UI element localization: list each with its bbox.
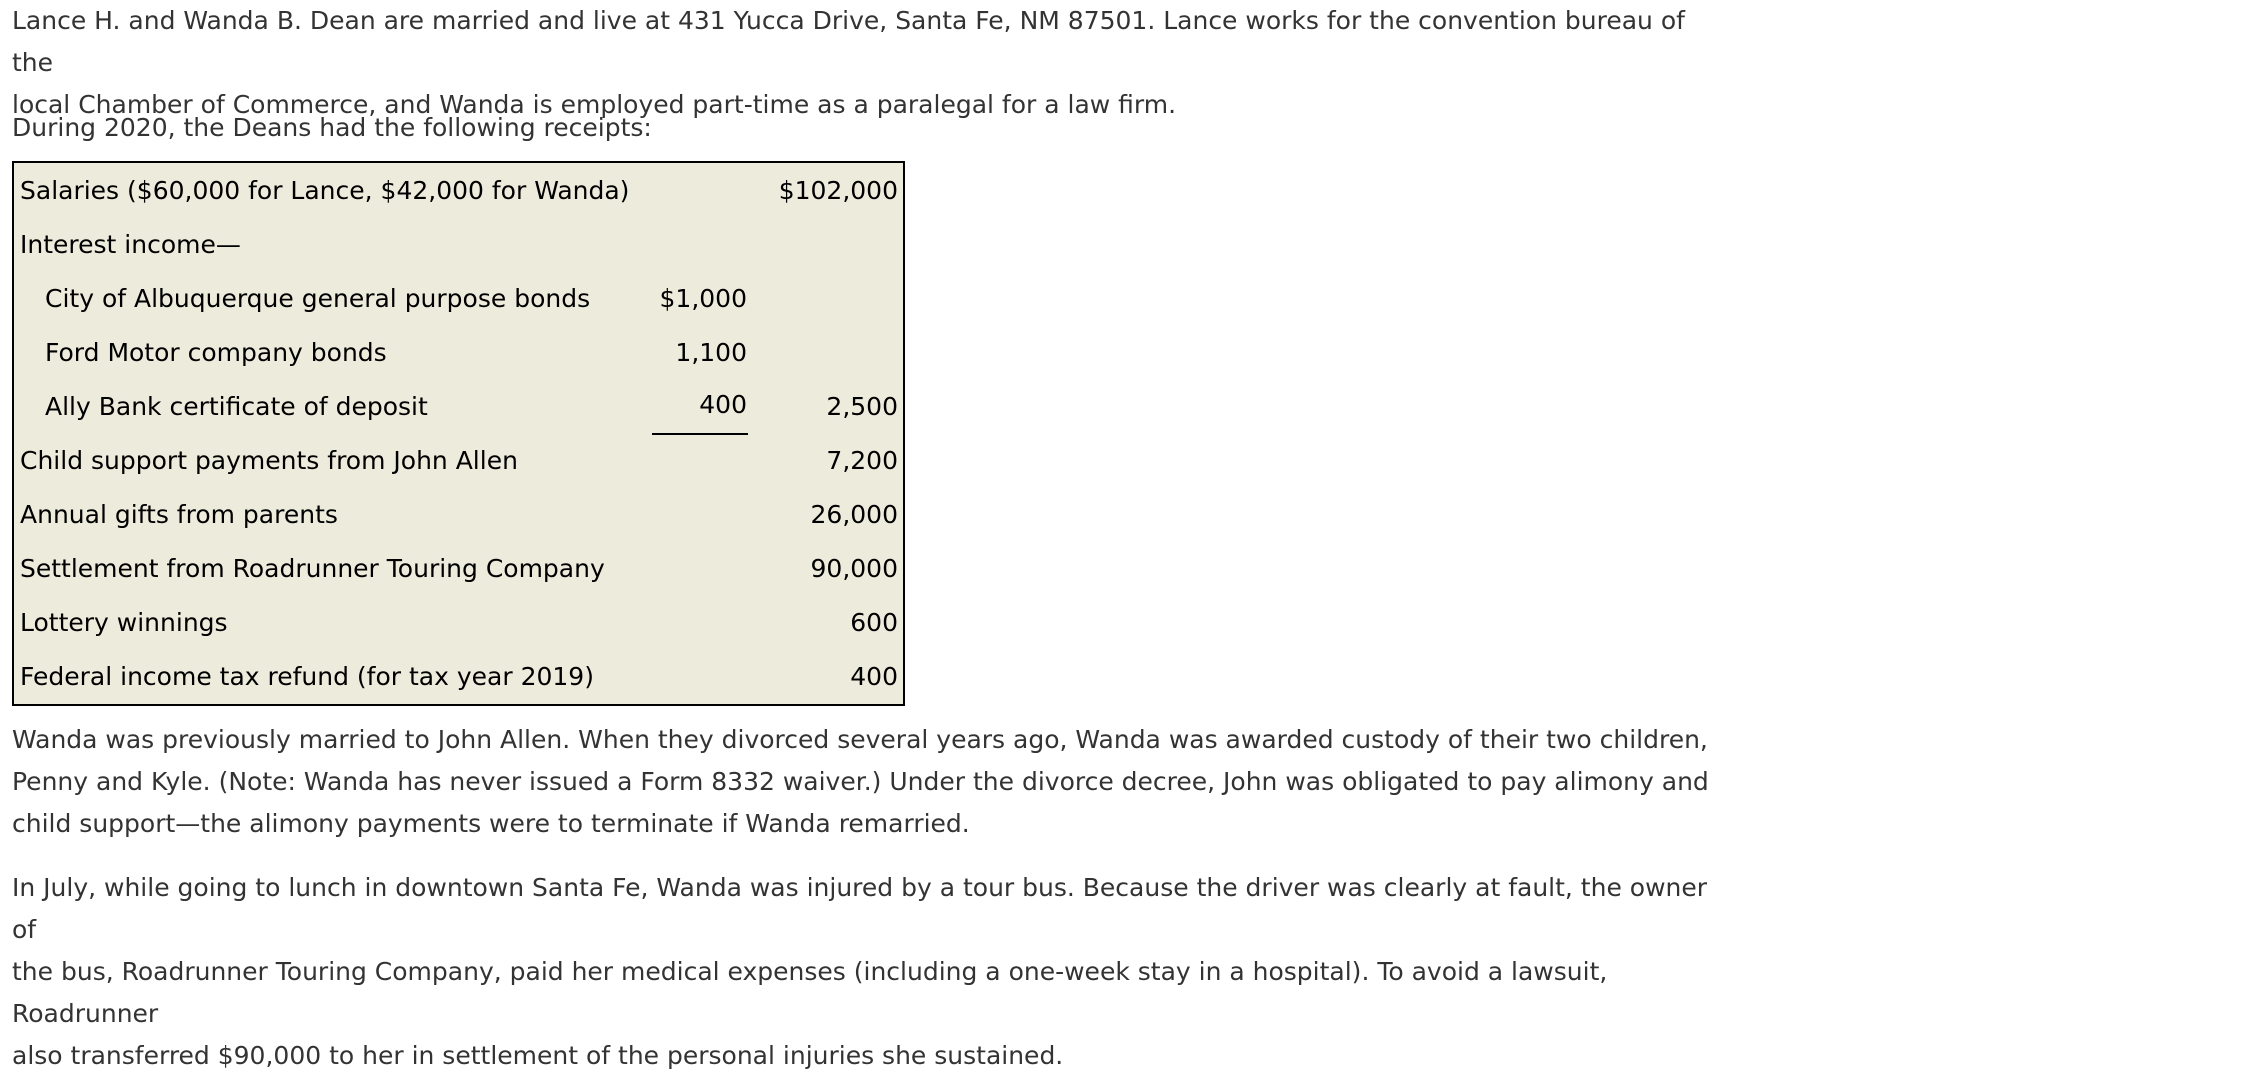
intro-line: local Chamber of Commerce, and Wanda is employed part-time as a paralegal for a law firm.: [12, 90, 1177, 119]
row-subamount: $1,000: [659, 284, 747, 313]
row-total: 26,000: [810, 500, 898, 529]
row-label: Annual gifts from parents: [20, 500, 338, 529]
divorce-line: child support—the alimony payments were to terminate if Wanda remarried.: [12, 809, 970, 838]
table-row: [14, 218, 903, 272]
table-row: [14, 650, 903, 704]
table-row: [14, 542, 903, 596]
injury-line: also transferred $90,000 to her in settlement of the personal injuries she sustained.: [12, 1041, 1064, 1070]
row-total: 90,000: [810, 554, 898, 583]
row-total: $102,000: [778, 176, 898, 205]
row-label: Federal income tax refund (for tax year 2019): [20, 662, 594, 691]
divorce-line: Wanda was previously married to John Allen. When they divorced several years ago, Wanda was awarded custody of their two children,: [12, 725, 1708, 754]
table-row: [14, 326, 903, 380]
injury-line: the bus, Roadrunner Touring Company, paid her medical expenses (including a one-week stay in a hospital). To avoid a lawsuit, Roadrunner: [12, 957, 1608, 1028]
divorce-paragraph: [12, 719, 1709, 845]
table-row: [14, 434, 903, 488]
row-total: 400: [850, 662, 898, 691]
table-row: [14, 380, 903, 434]
row-total: 7,200: [826, 446, 898, 475]
row-label: Salaries ($60,000 for Lance, $42,000 for Wanda): [20, 176, 630, 205]
table-row: [14, 488, 903, 542]
table-row: [14, 596, 903, 650]
receipts-lead-paragraph: During 2020, the Deans had the following receipts:: [12, 113, 652, 142]
row-label: Ally Bank certificate of deposit: [45, 392, 428, 421]
injury-line: In July, while going to lunch in downtown Santa Fe, Wanda was injured by a tour bus. Because the driver was clearly at fault, the owner of: [12, 873, 1708, 944]
table-row: [14, 164, 903, 218]
row-label: City of Albuquerque general purpose bonds: [45, 284, 591, 313]
injury-paragraph: [12, 867, 1732, 1077]
row-total: 600: [850, 608, 898, 637]
row-label: Ford Motor company bonds: [45, 338, 387, 367]
intro-line: Lance H. and Wanda B. Dean are married and live at 431 Yucca Drive, Santa Fe, NM 87501. Lance works for the convention bureau of the: [12, 6, 1685, 77]
row-subamount: 400: [699, 390, 747, 419]
row-label: Settlement from Roadrunner Touring Company: [20, 554, 605, 583]
receipts-table: [12, 161, 905, 706]
divorce-line: Penny and Kyle. (Note: Wanda has never issued a Form 8332 waiver.) Under the divorce decree, John was obligated to pay alimony and: [12, 767, 1709, 796]
row-label: Child support payments from John Allen: [20, 446, 518, 475]
row-label: Lottery winnings: [20, 608, 228, 637]
row-label: Interest income—: [20, 230, 241, 259]
row-total: 2,500: [826, 392, 898, 421]
table-row: [14, 272, 903, 326]
row-subamount: 1,100: [675, 338, 747, 367]
